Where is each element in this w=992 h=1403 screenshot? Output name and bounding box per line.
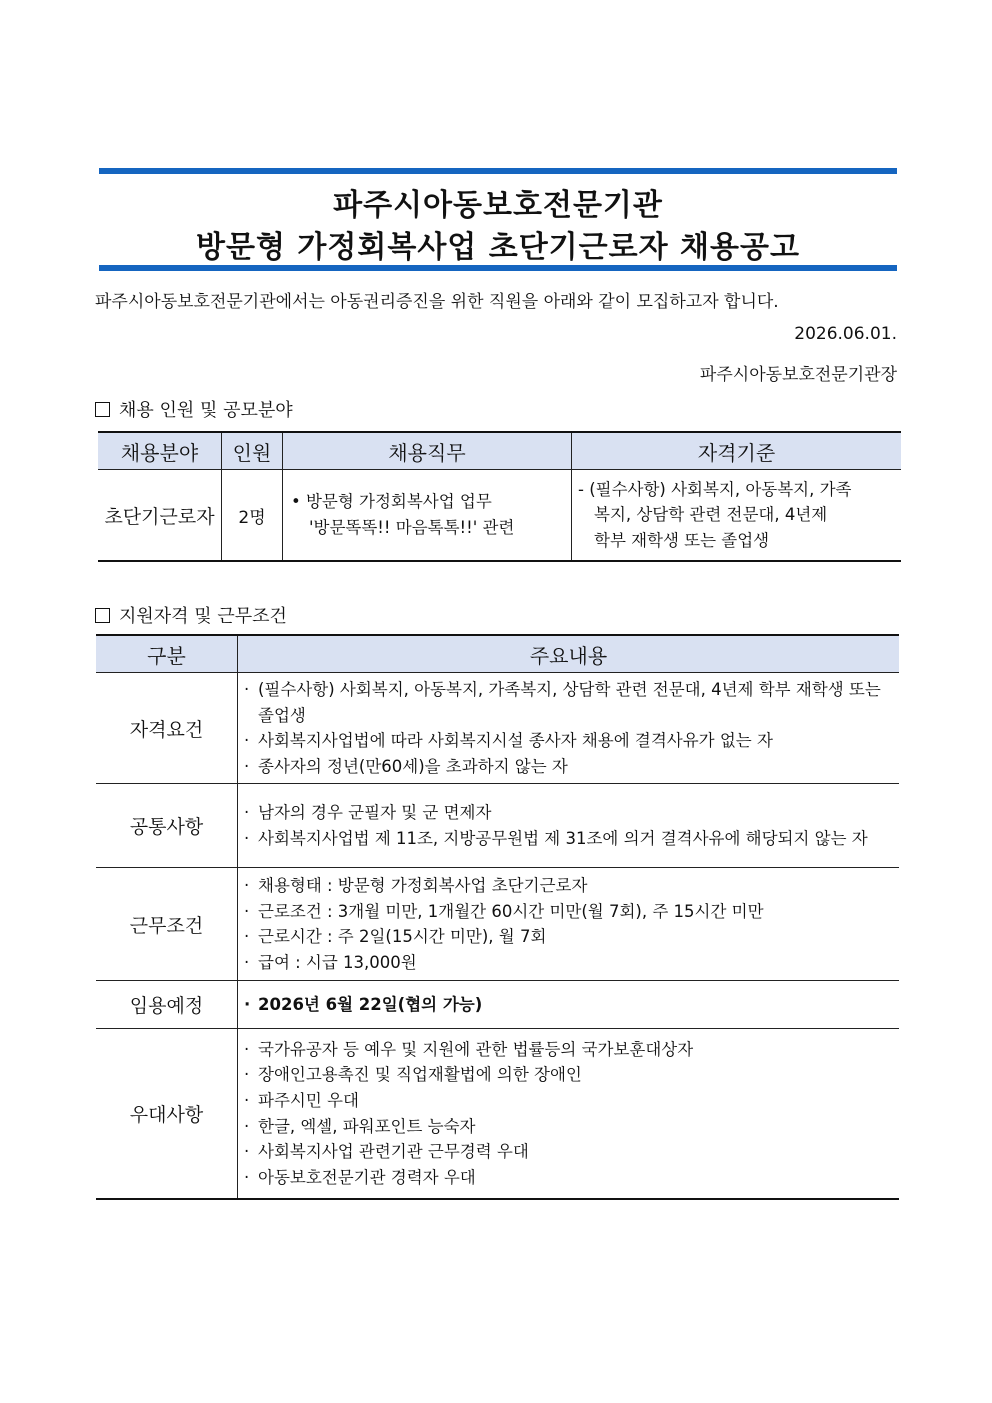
title-line-1: 파주시아동보호전문기관 [333, 188, 663, 223]
col-header-category: 구분 [96, 635, 238, 673]
list-item: · 종사자의 정년(만60세)을 초과하지 않는 자 [242, 754, 899, 780]
row-content-qualification [238, 673, 900, 784]
cell-qualification [572, 470, 902, 562]
row-content-preference [238, 1029, 900, 1199]
table-header-row [98, 432, 901, 470]
list-item: · 사회복지사업법 제 11조, 지방공무원법 제 31조에 의거 결격사유에 해당되지 않는 자 [242, 826, 899, 852]
table-row [98, 470, 901, 562]
conditions-table [96, 634, 899, 1200]
title-line-2: 방문형 가정회복사업 초단기근로자 채용공고 [196, 230, 800, 265]
list-item: · 국가유공자 등 예우 및 지원에 관한 법률등의 국가보훈대상자 [242, 1037, 899, 1063]
qual-line-1: - (필수사항) 사회복지, 아동복지, 가족 [578, 479, 852, 499]
list-item: · 남자의 경우 군필자 및 군 면제자 [242, 800, 899, 826]
checkbox-square-icon [95, 608, 110, 623]
table-row [96, 784, 899, 868]
title-top-rule [99, 168, 897, 174]
duty-line-1: • 방문형 가정회복사업 업무 [291, 492, 492, 512]
section1-heading [95, 396, 293, 422]
row-content-work-conditions [238, 868, 900, 981]
cell-field: 초단기근로자 [98, 470, 222, 562]
row-label-appointment: 임용예정 [96, 981, 238, 1029]
list-item: · 장애인고용촉진 및 직업재활법에 의한 장애인 [242, 1062, 899, 1088]
section1-heading-text: 채용 인원 및 공모분야 [119, 400, 293, 421]
recruitment-table [98, 431, 901, 562]
list-item: · 채용형태 : 방문형 가정회복사업 초단기근로자 [242, 873, 899, 899]
row-label-work-conditions: 근무조건 [96, 868, 238, 981]
checkbox-square-icon [95, 402, 110, 417]
col-header-qualification: 자격기준 [572, 432, 902, 470]
col-header-field: 채용분야 [98, 432, 222, 470]
qual-line-3: 학부 재학생 또는 졸업생 [594, 530, 770, 550]
list-item: · 2026년 6월 22일(협의 가능) [242, 992, 899, 1018]
row-label-qualification: 자격요건 [96, 673, 238, 784]
list-item: · (필수사항) 사회복지, 아동복지, 가족복지, 상담학 관련 전문대, 4년제 학부 재학생 또는 졸업생 [242, 677, 899, 728]
row-label-preference: 우대사항 [96, 1029, 238, 1199]
col-header-duty: 채용직무 [283, 432, 572, 470]
list-item: · 근로조건 : 3개월 미만, 1개월간 60시간 미만(월 7회), 주 15시간 미만 [242, 899, 899, 925]
row-label-common: 공통사항 [96, 784, 238, 868]
table-header-row [96, 635, 899, 673]
row-content-common [238, 784, 900, 868]
table-row [96, 868, 899, 981]
intro-text: 파주시아동보호전문기관에서는 아동권리증진을 위한 직원을 아래와 같이 모집하고자 합니다. [95, 292, 779, 312]
duty-line-1-text: 방문형 가정회복사업 업무 [305, 492, 492, 512]
list-item: · 파주시민 우대 [242, 1088, 899, 1114]
section2-heading-text: 지원자격 및 근무조건 [119, 606, 287, 627]
title-bottom-rule [99, 265, 897, 271]
list-item: · 아동보호전문기관 경력자 우대 [242, 1165, 899, 1191]
cell-count: 2명 [222, 470, 283, 562]
section2-heading [95, 602, 287, 628]
table-row [96, 981, 899, 1029]
table-row [96, 673, 899, 784]
list-item: · 한글, 엑셀, 파워포인트 능숙자 [242, 1114, 899, 1140]
announcement-date: 2026.06.01. [794, 324, 897, 344]
duty-line-2: '방문똑똑!! 마음톡톡!!' 관련 [309, 518, 515, 537]
qual-line-2: 복지, 상담학 관련 전문대, 4년제 [594, 505, 828, 525]
list-item: · 사회복지사업법에 따라 사회복지시설 종사자 채용에 결격사유가 없는 자 [242, 728, 899, 754]
table-row [96, 1029, 899, 1199]
row-content-appointment [238, 981, 900, 1029]
col-header-content: 주요내용 [238, 635, 900, 673]
cell-duty [283, 470, 572, 562]
list-item: · 근로시간 : 주 2일(15시간 미만), 월 7회 [242, 924, 899, 950]
col-header-count: 인원 [222, 432, 283, 470]
signer: 파주시아동보호전문기관장 [699, 365, 897, 385]
list-item: · 급여 : 시급 13,000원 [242, 950, 899, 976]
list-item: · 사회복지사업 관련기관 근무경력 우대 [242, 1139, 899, 1165]
